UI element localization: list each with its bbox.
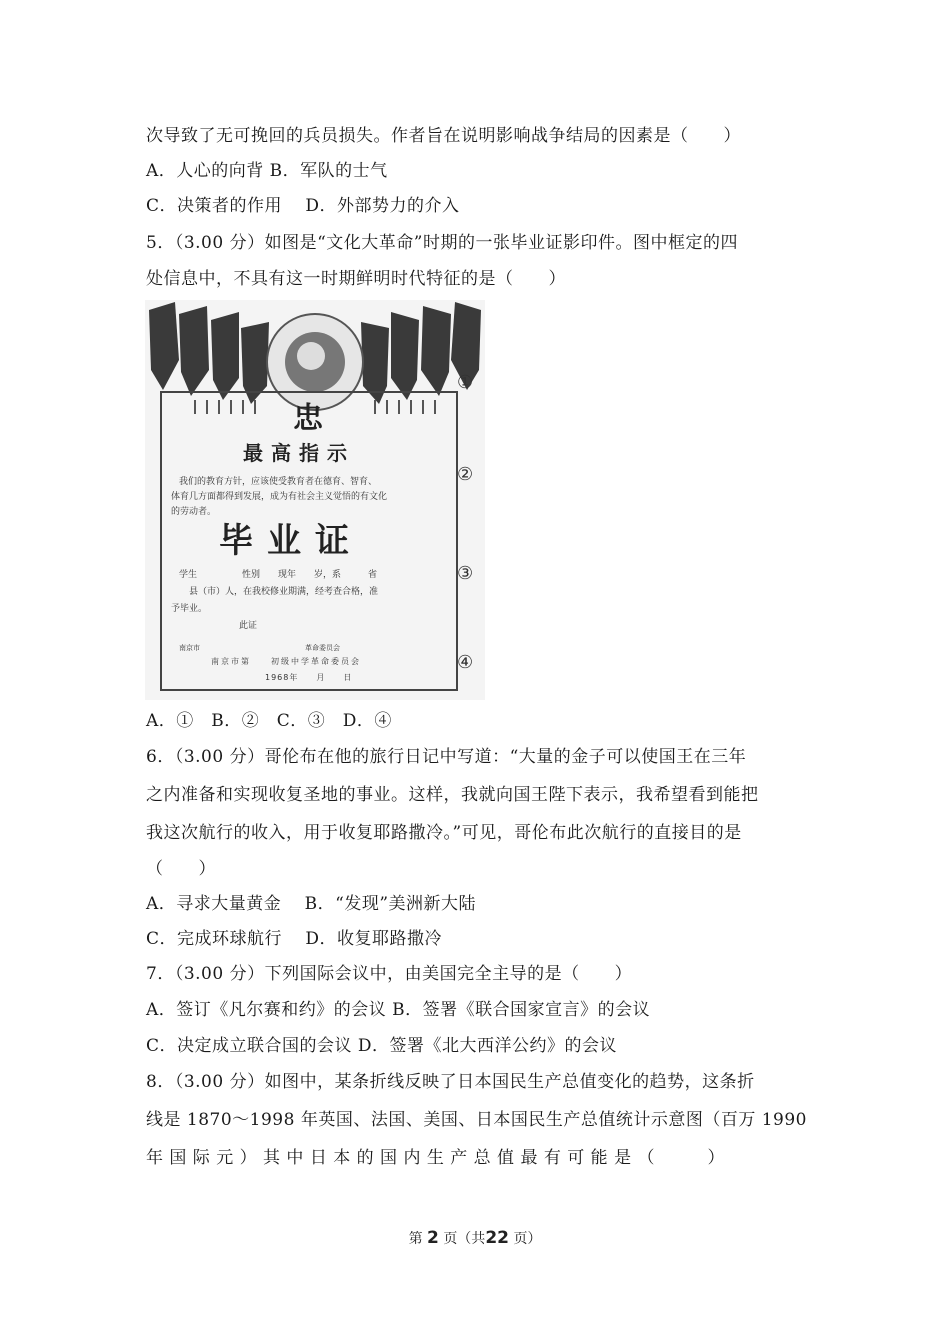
question-4-continuation: 次导致了无可挽回的兵员损失。作者旨在说明影响战争结局的因素是（ ）	[146, 126, 741, 146]
question-4-options-ab: A．人心的向背 B．军队的士气	[146, 161, 388, 181]
question-6-paren: （ ）	[146, 859, 216, 879]
quote-line-1: 我们的教育方针，应该使受教育者在德育、智育、	[179, 477, 378, 487]
question-5-stem: 5．（3.00 分）如图是“文化大革命”时期的一张毕业证影印件。图中框定的四	[146, 233, 738, 253]
question-6-options-cd: C．完成环球航行 D．收复耶路撒冷	[146, 929, 443, 949]
marker-2: ②	[457, 464, 474, 485]
quote-line-3: 的劳动者。	[171, 507, 217, 517]
footer-middle: 页（共	[443, 1231, 486, 1247]
certificate-body-4: 此证	[239, 621, 258, 631]
marker-1: ①	[457, 372, 474, 393]
marker-3: ③	[457, 563, 474, 584]
certificate-date: 1968年 月 日	[265, 673, 353, 682]
question-5-stem-cont: 处信息中，不具有这一时期鲜明时代特征的是（ ）	[146, 269, 566, 289]
question-6-stem-cont-2: 我这次航行的收入，用于收复耶路撒冷。”可见，哥伦布此次航行的直接目的是	[146, 823, 742, 843]
certificate-title: 毕业证	[219, 521, 363, 561]
graduation-certificate-figure	[145, 300, 485, 700]
supreme-directive-heading: 最高指示	[243, 441, 355, 465]
page-footer	[0, 1228, 950, 1248]
question-6-options-ab: A．寻求大量黄金 B．“发现”美洲新大陆	[146, 894, 477, 914]
certificate-body-2: 县（市）人，在我校修业期满，经考查合格，准	[171, 587, 379, 597]
question-8-stem: 8．（3.00 分）如图中，某条折线反映了日本国民生产总值变化的趋势，这条折	[146, 1072, 755, 1092]
footer-page-number: 2	[427, 1228, 439, 1248]
question-4-options-cd: C．决策者的作用 D．外部势力的介入	[146, 196, 460, 216]
footer-suffix: 页）	[513, 1231, 542, 1247]
footer-prefix: 第	[408, 1231, 423, 1247]
question-8-stem-cont-2: 年 国 际 元 ） 其 中 日 本 的 国 内 生 产 总 值 最 有 可 能 是 （ ）	[146, 1148, 725, 1168]
certificate-body-3: 予毕业。	[171, 604, 208, 614]
certificate-body-1: 学生 性别 现年 岁，系 省	[179, 570, 378, 580]
footer-total-pages: 22	[485, 1228, 509, 1248]
question-6-stem: 6．（3.00 分）哥伦布在他的旅行日记中写道：“大量的金子可以使国王在三年	[146, 747, 747, 767]
issuer-line-1: 南京市 革命委员会	[179, 644, 340, 652]
loyalty-badge-text: 忠	[293, 401, 323, 436]
question-7-options-cd: C．决定成立联合国的会议 D．签署《北大西洋公约》的会议	[146, 1036, 618, 1056]
question-7-stem: 7．（3.00 分）下列国际会议中，由美国完全主导的是（ ）	[146, 964, 633, 984]
question-7-options-ab: A．签订《凡尔赛和约》的会议 B．签署《联合国家宣言》的会议	[146, 1000, 651, 1020]
question-5-options: A．① B．② C．③ D．④	[146, 711, 392, 731]
question-8-stem-cont-1: 线是 1870～1998 年英国、法国、美国、日本国民生产总值统计示意图（百万 1990	[146, 1110, 808, 1130]
marker-4: ④	[457, 652, 474, 673]
quote-line-2: 体育几方面都得到发展，成为有社会主义觉悟的有文化	[171, 492, 388, 502]
question-6-stem-cont-1: 之内准备和实现收复圣地的事业。这样，我就向国王陛下表示，我希望看到能把	[146, 785, 759, 805]
issuer-line-2: 南京市第 初级中学革命委员会	[211, 657, 361, 666]
